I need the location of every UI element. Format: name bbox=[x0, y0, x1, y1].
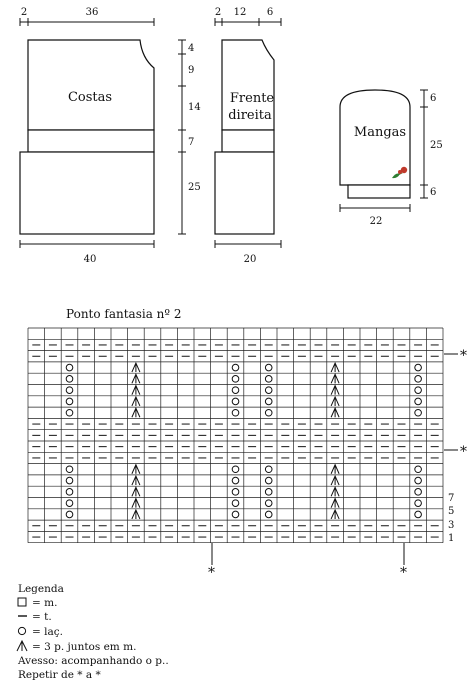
circle-symbol bbox=[232, 376, 239, 383]
repeat-marker-bottom-left: * bbox=[208, 565, 215, 581]
arrow-up-symbol bbox=[331, 363, 339, 372]
circle-symbol bbox=[265, 387, 272, 394]
circle-symbol bbox=[415, 477, 422, 484]
costas-bottom-dimension bbox=[20, 240, 154, 265]
arrow-up-symbol bbox=[132, 510, 140, 519]
circle-symbol bbox=[265, 364, 272, 371]
circle-symbol bbox=[415, 511, 422, 518]
frente-label-line1: Frente bbox=[229, 91, 275, 106]
legend-title: Legenda bbox=[18, 583, 64, 595]
frente-label-line2: direita bbox=[228, 108, 272, 123]
circle-symbol bbox=[66, 398, 73, 405]
circle-symbol bbox=[66, 511, 73, 518]
row-number-1: 1 bbox=[448, 533, 455, 544]
circle-symbol bbox=[66, 466, 73, 473]
arrow-up-symbol bbox=[132, 386, 140, 395]
circle-symbol bbox=[265, 466, 272, 473]
circle-symbol bbox=[66, 477, 73, 484]
costas-height-3: 14 bbox=[188, 102, 201, 113]
row-number-7: 7 bbox=[448, 493, 455, 504]
circle-symbol bbox=[265, 511, 272, 518]
circle-symbol bbox=[232, 364, 239, 371]
arrow-up-symbol bbox=[132, 397, 140, 406]
arrow-up-symbol bbox=[331, 397, 339, 406]
circle-symbol bbox=[415, 387, 422, 394]
costas-height-2: 9 bbox=[188, 65, 195, 76]
mangas-side-dimension bbox=[420, 90, 443, 198]
repeat-markers bbox=[208, 348, 467, 581]
mangas-label: Mangas bbox=[353, 125, 407, 140]
arrow-up-symbol bbox=[132, 408, 140, 417]
circle-symbol bbox=[265, 489, 272, 496]
arrow-up-symbol bbox=[132, 487, 140, 496]
circle-symbol bbox=[415, 398, 422, 405]
circle-symbol bbox=[232, 398, 239, 405]
row-numbers bbox=[448, 493, 454, 544]
circle-symbol bbox=[232, 511, 239, 518]
arrow-up-symbol bbox=[331, 408, 339, 417]
repeat-marker-middle: * bbox=[460, 444, 467, 460]
mangas-height-1: 6 bbox=[430, 93, 437, 104]
circle-symbol bbox=[66, 409, 73, 416]
circle-symbol bbox=[415, 466, 422, 473]
frente-top-width-2: 12 bbox=[233, 7, 247, 18]
circle-symbol bbox=[265, 376, 272, 383]
costas-top-width-2: 36 bbox=[85, 7, 99, 18]
frente-bottom-dimension bbox=[215, 240, 281, 265]
mangas-piece bbox=[340, 90, 410, 198]
costas-top-dimension bbox=[20, 7, 154, 26]
legend-note-repeat: Repetir de * a * bbox=[18, 669, 101, 681]
costas-height-4: 7 bbox=[188, 137, 195, 148]
legend-item-arrow: = 3 p. juntos em m. bbox=[32, 641, 137, 653]
arrow-up-symbol bbox=[132, 465, 140, 474]
circle-symbol bbox=[415, 489, 422, 496]
legend-item-square: = m. bbox=[32, 597, 58, 609]
mangas-height-3: 6 bbox=[430, 187, 437, 198]
arrow-up-symbol bbox=[132, 363, 140, 372]
circle-symbol bbox=[232, 466, 239, 473]
legend-item-circle: = laç. bbox=[32, 626, 63, 638]
costas-height-5: 25 bbox=[188, 182, 201, 193]
costas-bottom-width: 40 bbox=[83, 254, 97, 265]
circle-symbol bbox=[66, 376, 73, 383]
circle-symbol bbox=[415, 364, 422, 371]
circle-symbol bbox=[66, 500, 73, 507]
circle-symbol bbox=[265, 409, 272, 416]
circle-symbol bbox=[232, 387, 239, 394]
mangas-height-2: 25 bbox=[430, 140, 443, 151]
legend-item-dash: = t. bbox=[32, 611, 52, 623]
repeat-marker-top: * bbox=[460, 348, 467, 364]
circle-symbol bbox=[232, 500, 239, 507]
frente-piece bbox=[215, 40, 274, 234]
circle-symbol bbox=[265, 477, 272, 484]
arrow-up-symbol bbox=[331, 510, 339, 519]
arrow-up-symbol bbox=[331, 476, 339, 485]
arrow-up-symbol bbox=[331, 487, 339, 496]
arrow-up-symbol bbox=[331, 386, 339, 395]
row-number-3: 3 bbox=[448, 520, 455, 531]
costas-piece bbox=[20, 40, 154, 234]
costas-label: Costas bbox=[67, 90, 113, 105]
circle-symbol bbox=[415, 376, 422, 383]
circle-symbol bbox=[232, 489, 239, 496]
arrow-up-symbol bbox=[132, 499, 140, 508]
circle-icon bbox=[18, 627, 25, 634]
circle-symbol bbox=[265, 398, 272, 405]
frente-bottom-width: 20 bbox=[243, 254, 257, 265]
circle-symbol bbox=[232, 477, 239, 484]
circle-symbol bbox=[232, 409, 239, 416]
arrow-up-icon bbox=[17, 641, 27, 651]
circle-symbol bbox=[66, 489, 73, 496]
mangas-bottom-dimension bbox=[340, 204, 410, 227]
costas-side-dimension bbox=[178, 40, 201, 234]
repeat-marker-bottom-right: * bbox=[400, 565, 407, 581]
arrow-up-symbol bbox=[132, 374, 140, 383]
row-number-5: 5 bbox=[448, 506, 455, 517]
circle-symbol bbox=[415, 409, 422, 416]
circle-symbol bbox=[265, 500, 272, 507]
arrow-up-symbol bbox=[331, 465, 339, 474]
chart-title: Ponto fantasia nº 2 bbox=[66, 307, 182, 321]
circle-symbol bbox=[66, 364, 73, 371]
costas-top-width-1: 2 bbox=[20, 7, 28, 18]
costas-height-1: 4 bbox=[188, 43, 195, 54]
circle-symbol bbox=[66, 387, 73, 394]
legend bbox=[17, 583, 169, 681]
frente-top-width-1: 2 bbox=[214, 7, 222, 18]
frente-top-width-3: 6 bbox=[266, 7, 274, 18]
mangas-bottom-width: 22 bbox=[369, 216, 383, 227]
frente-top-dimension bbox=[215, 7, 281, 26]
arrow-up-symbol bbox=[331, 374, 339, 383]
circle-symbol bbox=[415, 500, 422, 507]
arrow-up-symbol bbox=[132, 476, 140, 485]
square-icon bbox=[18, 598, 26, 606]
arrow-up-symbol bbox=[331, 499, 339, 508]
legend-note-avesso: Avesso: acompanhando o p.. bbox=[18, 655, 169, 667]
